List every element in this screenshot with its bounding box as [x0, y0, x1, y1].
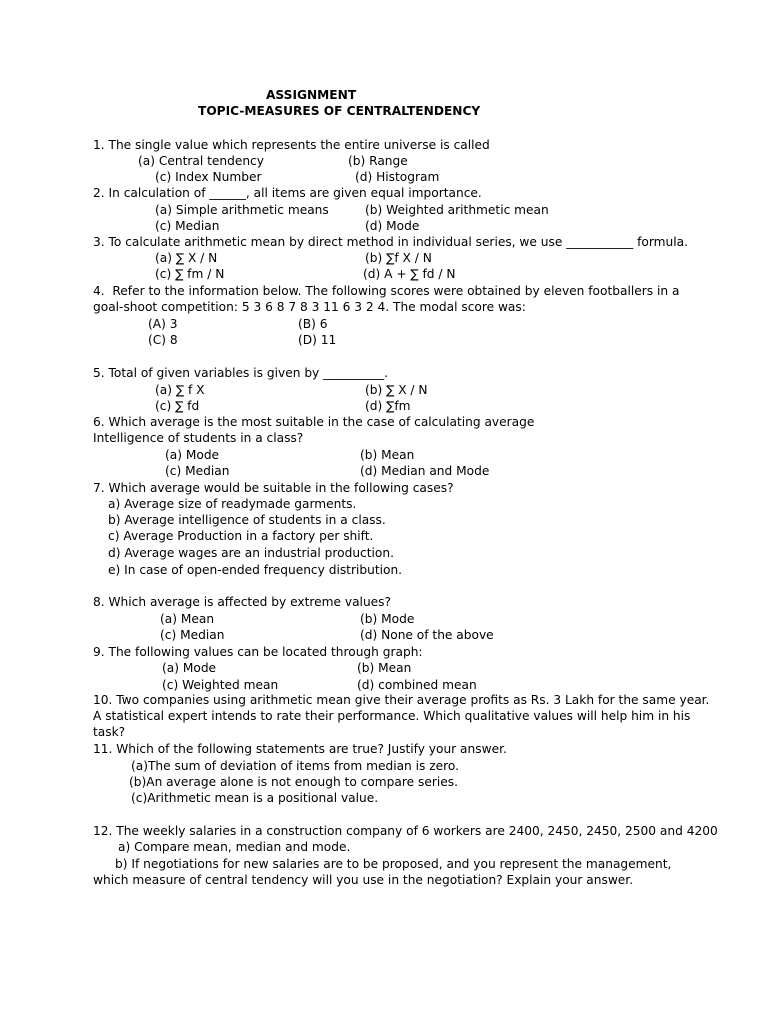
- q11-item-a: (a)The sum of deviation of items from median is zero.: [131, 759, 460, 773]
- assignment-topic: TOPIC-MEASURES OF CENTRALTENDENCY: [198, 104, 481, 118]
- q3-option-b: (b) ∑f X / N: [365, 251, 432, 265]
- q12-continuation: which measure of central tendency will you use in the negotiation? Explain your answer.: [93, 873, 634, 887]
- question-3: 3. To calculate arithmetic mean by direct method in individual series, we use ___________ formula.: [93, 235, 688, 249]
- q12-item-b: b) If negotiations for new salaries are to be proposed, and you represent the management,: [115, 857, 672, 871]
- q5-option-a: (a) ∑ f X: [155, 383, 205, 397]
- q5-option-c: (c) ∑ fd: [155, 399, 200, 413]
- q2-option-c: (c) Median: [155, 219, 220, 233]
- q7-item-d: d) Average wages are an industrial production.: [108, 546, 394, 560]
- question-10-line-3: task?: [93, 725, 126, 739]
- q11-item-c: (c)Arithmetic mean is a positional value.: [131, 791, 379, 805]
- question-10-line-1: 10. Two companies using arithmetic mean give their average profits as Rs. 3 Lakh for the same year.: [93, 693, 710, 707]
- q9-option-d: (d) combined mean: [357, 678, 477, 692]
- question-6-line-2: Intelligence of students in a class?: [93, 431, 304, 445]
- q1-option-d: (d) Histogram: [355, 170, 440, 184]
- q1-option-a: (a) Central tendency: [138, 154, 264, 168]
- q9-option-c: (c) Weighted mean: [162, 678, 279, 692]
- question-7: 7. Which average would be suitable in the following cases?: [93, 481, 454, 495]
- q11-item-b: (b)An average alone is not enough to compare series.: [129, 775, 458, 789]
- q12-item-a: a) Compare mean, median and mode.: [118, 840, 351, 854]
- q6-option-d: (d) Median and Mode: [360, 464, 490, 478]
- question-11: 11. Which of the following statements are true? Justify your answer.: [93, 742, 507, 756]
- q2-option-a: (a) Simple arithmetic means: [155, 203, 329, 217]
- q5-option-b: (b) ∑ X / N: [365, 383, 428, 397]
- q3-option-d: (d) A + ∑ fd / N: [363, 267, 456, 281]
- q3-option-a: (a) ∑ X / N: [155, 251, 218, 265]
- q5-option-d: (d) ∑fm: [365, 399, 411, 413]
- question-5: 5. Total of given variables is given by __________.: [93, 366, 388, 380]
- q1-option-b: (b) Range: [348, 154, 408, 168]
- q3-option-c: (c) ∑ fm / N: [155, 267, 225, 281]
- q8-option-d: (d) None of the above: [360, 628, 494, 642]
- q4-option-a: (A) 3: [148, 317, 178, 331]
- question-1: 1. The single value which represents the entire universe is called: [93, 138, 490, 152]
- q2-option-d: (d) Mode: [365, 219, 420, 233]
- question-4-line-2: goal-shoot competition: 5 3 6 8 7 8 3 11 6 3 2 4. The modal score was:: [93, 300, 526, 314]
- q8-option-c: (c) Median: [160, 628, 225, 642]
- q1-option-c: (c) Index Number: [155, 170, 262, 184]
- q7-item-e: e) In case of open-ended frequency distribution.: [108, 563, 403, 577]
- q8-option-a: (a) Mean: [160, 612, 215, 626]
- q4-option-d: (D) 11: [298, 333, 337, 347]
- question-12: 12. The weekly salaries in a construction company of 6 workers are 2400, 2450, 2450, 2500 and 4200: [93, 824, 718, 838]
- q4-option-b: (B) 6: [298, 317, 328, 331]
- question-4-line-1: 4. Refer to the information below. The following scores were obtained by eleven footballers in a: [93, 284, 680, 298]
- question-10-line-2: A statistical expert intends to rate their performance. Which qualitative values will help him in his: [93, 709, 691, 723]
- q9-option-a: (a) Mode: [162, 661, 217, 675]
- q7-item-c: c) Average Production in a factory per shift.: [108, 529, 374, 543]
- assignment-title: ASSIGNMENT: [266, 88, 357, 102]
- q6-option-b: (b) Mean: [360, 448, 415, 462]
- q6-option-c: (c) Median: [165, 464, 230, 478]
- q8-option-b: (b) Mode: [360, 612, 415, 626]
- question-8: 8. Which average is affected by extreme values?: [93, 595, 391, 609]
- question-2: 2. In calculation of ______, all items are given equal importance.: [93, 186, 482, 200]
- q7-item-b: b) Average intelligence of students in a class.: [108, 513, 386, 527]
- q7-item-a: a) Average size of readymade garments.: [108, 497, 357, 511]
- question-6-line-1: 6. Which average is the most suitable in the case of calculating average: [93, 415, 535, 429]
- q2-option-b: (b) Weighted arithmetic mean: [365, 203, 549, 217]
- q4-option-c: (C) 8: [148, 333, 178, 347]
- q6-option-a: (a) Mode: [165, 448, 220, 462]
- question-9: 9. The following values can be located through graph:: [93, 645, 423, 659]
- q9-option-b: (b) Mean: [357, 661, 412, 675]
